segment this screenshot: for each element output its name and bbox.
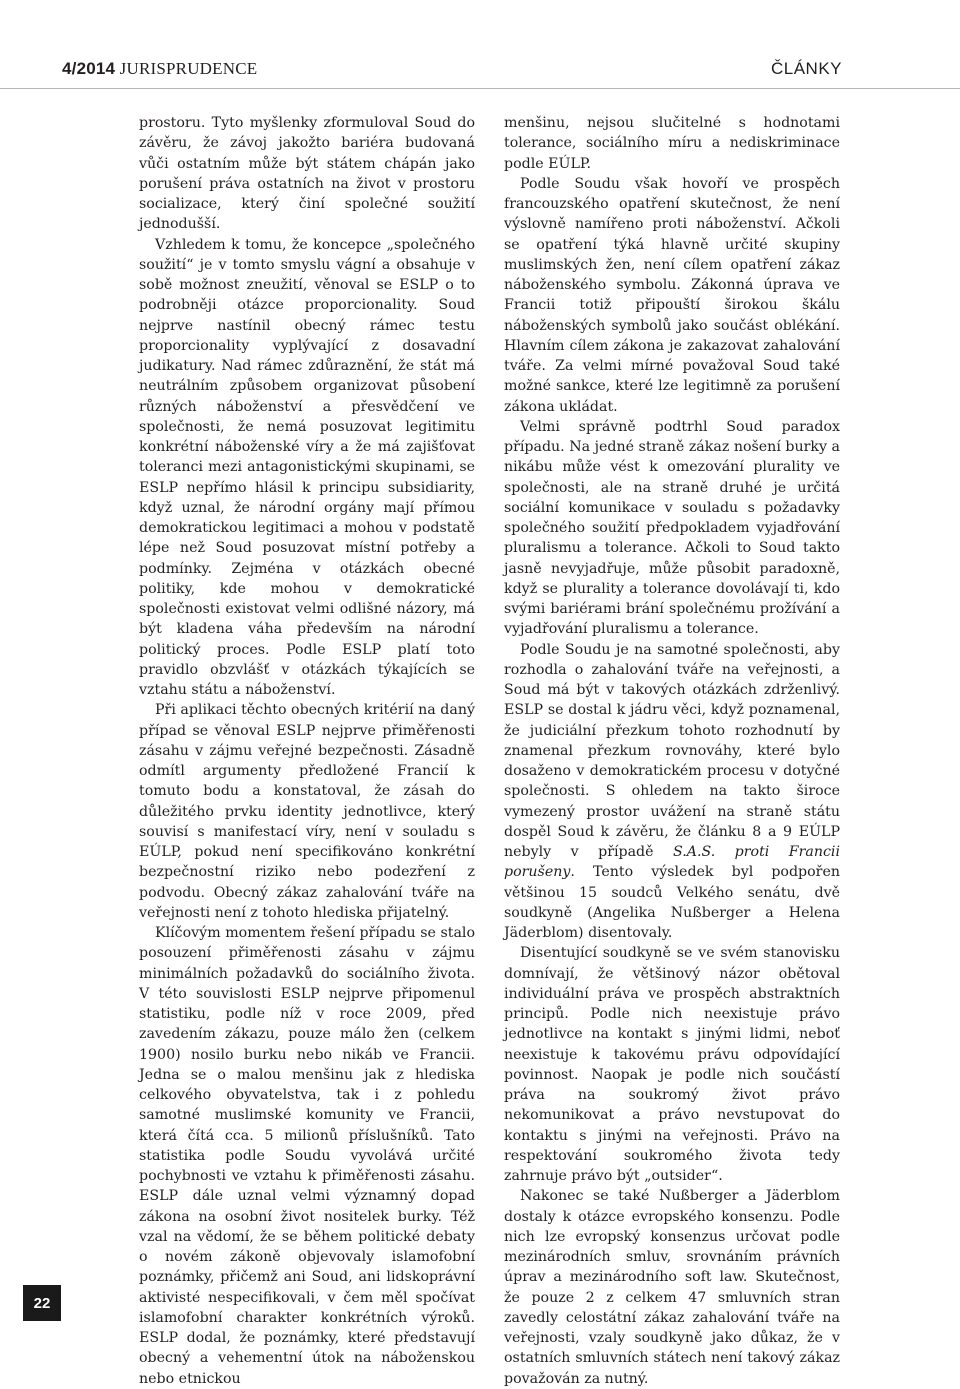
- paragraph: prostoru. Tyto myšlenky zformuloval Soud do závěru, že závoj jakožto bariéra budovaná vůči ostatním může být státem chápán jako porušení práva ostatních na život v prostoru socializace, který činí společné soužití jednodušší.: [139, 115, 475, 233]
- case-name: S.A.S. proti Francii porušeny: [504, 844, 841, 881]
- running-header: [0, 0, 960, 89]
- paragraph: Klíčovým momentem řešení případu se stalo posouzení přiměřenosti zásahu v zájmu minimálních požadavků do sociálního života. V této souvislosti ESLP nejprve připomenul statistiku, podle níž v roce 2009, před zavedením zákazu, pouze málo žen (celkem 1900) nosilo burku nebo nikáb ve Francii. Jedna se o malou menšinu jak z hlediska celkového obyvatelstva, tak i z pohledu samotné muslimské komunity ve Francii, která čítá cca. 5 milionů příslušníků. Tato statistika podle Soudu vyvolává určité pochybnosti ve vztahu k přiměřenosti zásahu. ESLP dále uznal velmi významný dopad zákona na osobní život nositelek burky. Též vzal na vědomí, že se během politické debaty o novém zákoně objevovaly islamofobní poznámky, přičemž ani Soud, ani lidskoprávní aktivisté nespecifikovali, v čem měl spočívat islamofobní charakter konkrétních výroků. ESLP dodal, že poznámky, které představují obecný a vehementní útok na náboženskou nebo etnickou: [139, 925, 475, 1387]
- page-number: 22: [23, 1285, 61, 1321]
- text-column-right: [504, 113, 840, 1389]
- paragraph: menšinu, nejsou slučitelné s hodnotami tolerance, sociálního míru a nediskriminace podle EÚLP.: [504, 115, 840, 172]
- issue-number: 4/2014: [62, 59, 116, 78]
- section-label: ČLÁNKY: [770, 59, 842, 78]
- paragraph: Nakonec se také Nußberger a Jäderblom dostaly k otázce evropského konsenzu. Podle nich lze evropský konsenzus určovat podle mezinárodních smluv, srovnáním právních úprav a mezinárodního soft law. Skutečnost, že pouze 2 z celkem 47 smluvních stran zavedly celostátní zákaz zahalování tváře na veřejnosti, vzaly soudkyně jako důkaz, že v ostatních smluvních státech není takový zákaz považován za nutný.: [504, 1188, 840, 1387]
- paragraph: Velmi správně podtrhl Soud paradox případu. Na jedné straně zákaz nošení burky a nikábu může vést k omezování plurality ve společnosti, ale na straně druhé je určitá sociální komunikace v souladu s požadavky společného soužití předpokladem vyjadřování pluralismu a tolerance. Ačkoli to Soud takto jasně nevyjadřuje, může působit paradoxně, když se plurality a tolerance dovolávají ti, kdo svými bariérami brání společnému prožívání a vyjadřování pluralismu a tolerance.: [504, 418, 840, 638]
- journal-name: JURISPRUDENCE: [119, 59, 258, 78]
- paragraph: [504, 640, 840, 944]
- paragraph-text: Podle Soudu je na samotné společnosti, aby rozhodla o zahalování tváře na veřejnosti, a Soud má být v takových otázkách zdrženlivý. ESLP se dostal k jádru věci, když poznamenal, že judiciální přezkum tohoto rozhodnutí by znamenal přezkum rovnováhy, které bylo dosaženo v demokratickém procesu v dotyčné společnosti. S ohledem na takto široce vymezený prostor uvážení na straně státu dospěl Soud k závěru, že článku 8 a 9 EÚLP nebyly v případě: [504, 641, 840, 860]
- paragraph-text: . Tento výsledek byl podpořen většinou 15 soudců Velkého senátu, dvě soudkyně (Angelika Nußberger a Helena Jäderblom) disentovaly.: [504, 864, 840, 941]
- text-column-left: [139, 113, 475, 1389]
- paragraph: Disentující soudkyně se ve svém stanovisku domnívají, že většinový názor obětoval individuální práva ve prospěch abstraktních principů. Podle nich neexistuje právo jednotlivce na kontakt s jinými lidmi, neboť neexistuje k takovému právu odpovídající povinnost. Naopak je podle nich součástí práva na soukromý život právo nekomunikovat a právo nevstupovat do kontaktu s jinými na veřejnosti. Právo na respektování soukromého života tedy zahrnuje právo být „outsider“.: [504, 945, 840, 1184]
- journal-issue-label: [62, 59, 257, 79]
- paragraph: Při aplikaci těchto obecných kritérií na daný případ se věnoval ESLP nejprve přiměřenosti zásahu v zájmu veřejné bezpečnosti. Zásadně odmítl argumenty předložené Francií k tomuto bodu a konstatoval, že zásah do důležitého prvku identity jednotlivce, který souvisí s manifestací víry, není v souladu s EÚLP, pokud není specifikováno konkrétní bezpečnostní riziko nebo podezření z podvodu. Obecný zákaz zahalování tváře na veřejnosti není z tohoto hlediska přijatelný.: [139, 702, 475, 921]
- paragraph: Vzhledem k tomu, že koncepce „společného soužití“ je v tomto smyslu vágní a obsahuje v sobě možnost zneužití, věnoval se ESLP o to podrobněji otázce proporcionality. Soud nejprve nastínil obecný rámec testu proporcionality vyplývající z dosavadní judikatury. Nad rámec zdůraznění, že stát má neutrálním způsobem organizovat působení různých náboženství a přesvědčení ve společnosti, že nemá posuzovat legitimitu konkrétní náboženské víry a že má zajišťovat toleranci mezi antagonistickými skupinami, se ESLP nepřímo hlásil k principu subsidiarity, když uznal, že národní orgány mají přímou demokratickou legitimaci a mohou v podstatě lépe než Soud posuzovat místní potřeby a podmínky. Zejména v otázkách obecné politiky, kde mohou v demokratické společnosti existovat velmi odlišné názory, má být kladena váha především na národní politický proces. Podle ESLP platí toto pravidlo obzvlášť v otázkách týkajících se vztahu státu a náboženství.: [139, 236, 475, 698]
- paragraph: Podle Soudu však hovoří ve prospěch francouzského opatření skutečnost, že není výslovně namířeno proti náboženství. Ačkoli se opatření týká hlavně určité skupiny muslimských žen, není cílem opatření zákaz náboženského symbolu. Zákonná úprava ve Francii totiž připouští širokou škálu náboženských symbolů jako součást oblékání. Hlavním cílem zákona je zakazovat zahalování tváře. Za velmi mírné považoval Soud také možné sankce, které lze legitimně za porušení zákona ukládat.: [504, 175, 840, 415]
